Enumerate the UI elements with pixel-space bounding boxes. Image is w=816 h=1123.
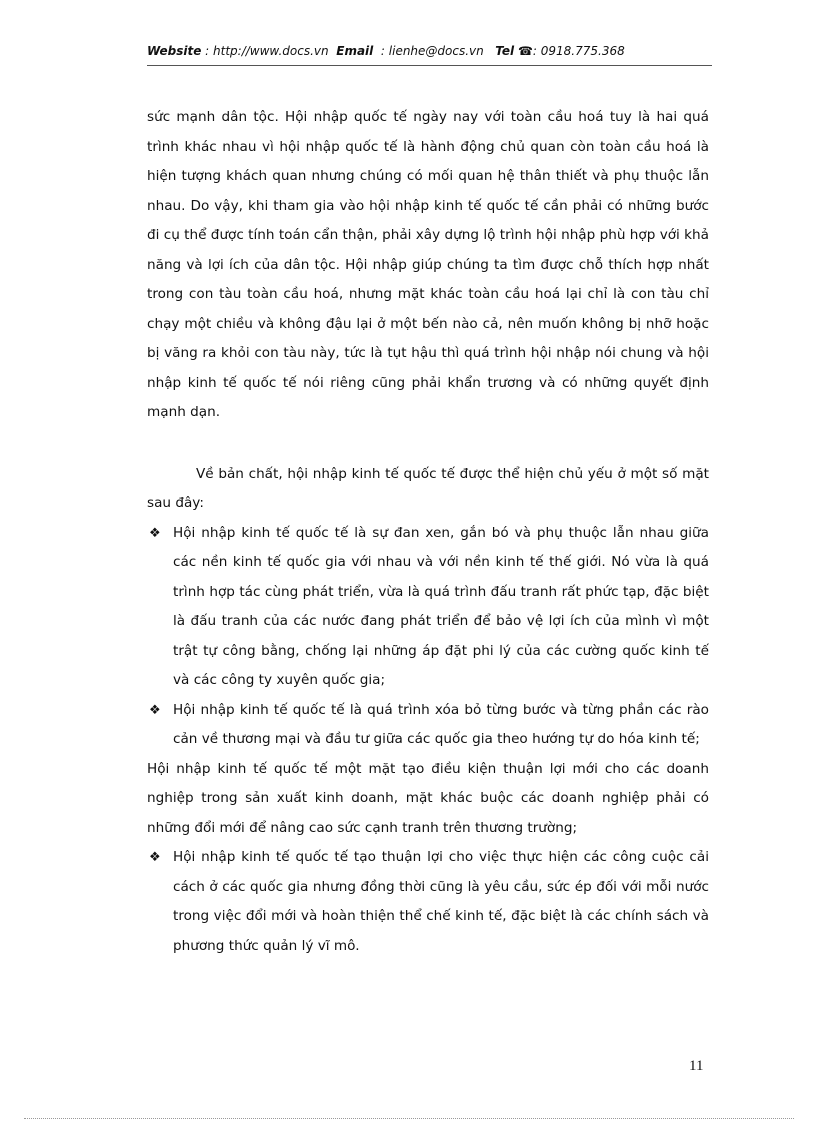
header-divider xyxy=(147,65,712,66)
paragraph: Hội nhập kinh tế quốc tế một mặt tạo điều kiện thuận lợi mới cho các doanh nghiệp trong sản xuất kinh doanh, mặt khác buộc các doanh nghiệp phải có những đổi mới để nâng cao sức cạnh tranh trên thương trường; xyxy=(147,760,709,836)
page-header xyxy=(147,44,712,58)
website-value: : http://www.docs.vn xyxy=(205,44,329,58)
email-value: : lienhe@docs.vn xyxy=(380,44,484,58)
diamond-bullet-icon: ❖ xyxy=(149,702,161,718)
telephone-icon: ☎ xyxy=(517,44,533,58)
paragraph: Về bản chất, hội nhập kinh tế quốc tế được thể hiện chủ yếu ở một số mặt sau đây: xyxy=(147,465,709,511)
tel-label: Tel xyxy=(495,44,515,58)
bullet-item xyxy=(147,843,709,961)
page-bottom-edge xyxy=(24,1118,794,1119)
page-number: 11 xyxy=(689,1058,704,1074)
website-label: Website xyxy=(147,44,202,58)
paragraph: sức mạnh dân tộc. Hội nhập quốc tế ngày nay với toàn cầu hoá tuy là hai quá trình khác nhau vì hội nhập quốc tế là hành động chủ quan còn toàn cầu hoá là hiện tượng khách quan nhưng chúng có mối quan hệ thân thiết và phụ thuộc lẫn nhau. Do vậy, khi tham gia vào hội nhập kinh tế quốc tế cần phải có những bước đi cụ thể được tính toán cẩn thận, phải xây dựng lộ trình hội nhập phù hợp với khả năng và lợi ích của dân tộc. Hội nhập giúp chúng ta tìm được chỗ thích hợp nhất trong con tàu toàn cầu hoá, nhưng mặt khác toàn cầu hoá lại chỉ là con tàu chỉ chạy một chiều và không đậu lại ở một bến nào cả, nên muốn không bị nhỡ hoặc bị văng ra khỏi con tàu này, tức là tụt hậu thì quá trình hội nhập nói chung và hội nhập kinh tế quốc tế nói riêng cũng phải khẩn trương và có những quyết định mạnh dạn. xyxy=(147,109,709,420)
tel-value: : 0918.775.368 xyxy=(532,44,625,58)
email-label: Email xyxy=(336,44,374,58)
diamond-bullet-icon: ❖ xyxy=(149,850,161,865)
paragraph-gap xyxy=(147,428,709,460)
document-body xyxy=(147,103,709,961)
bullet-text: Hội nhập kinh tế quốc tế là sự đan xen, gắn bó và phụ thuộc lẫn nhau giữa các nền kinh tế quốc gia với nhau và với nền kinh tế thế giới. Nó vừa là quá trình hợp tác cùng phát triển, vừa là quá trình đấu tranh rất phức tạp, đặc biệt là đấu tranh của các nước đang phát triển để bảo vệ lợi ích của mình vì một trật tự công bằng, chống lại những áp đặt phi lý của các cường quốc kinh tế và các công ty xuyên quốc gia; xyxy=(173,524,709,688)
bullet-text: Hội nhập kinh tế quốc tế là quá trình xóa bỏ từng bước và từng phần các rào cản về thương mại và đầu tư giữa các quốc gia theo hướng tự do hóa kinh tế; xyxy=(173,701,709,747)
diamond-bullet-icon: ❖ xyxy=(149,525,161,541)
bullet-item xyxy=(147,696,709,755)
bullet-item xyxy=(147,519,709,696)
bullet-text: Hội nhập kinh tế quốc tế tạo thuận lợi cho việc thực hiện các công cuộc cải cách ở các quốc gia nhưng đồng thời cũng là yêu cầu, sức ép đối với mỗi nước trong việc đổi mới và hoàn thiện thể chế kinh tế, đặc biệt là các chính sách và phương thức quản lý vĩ mô. xyxy=(173,849,709,954)
